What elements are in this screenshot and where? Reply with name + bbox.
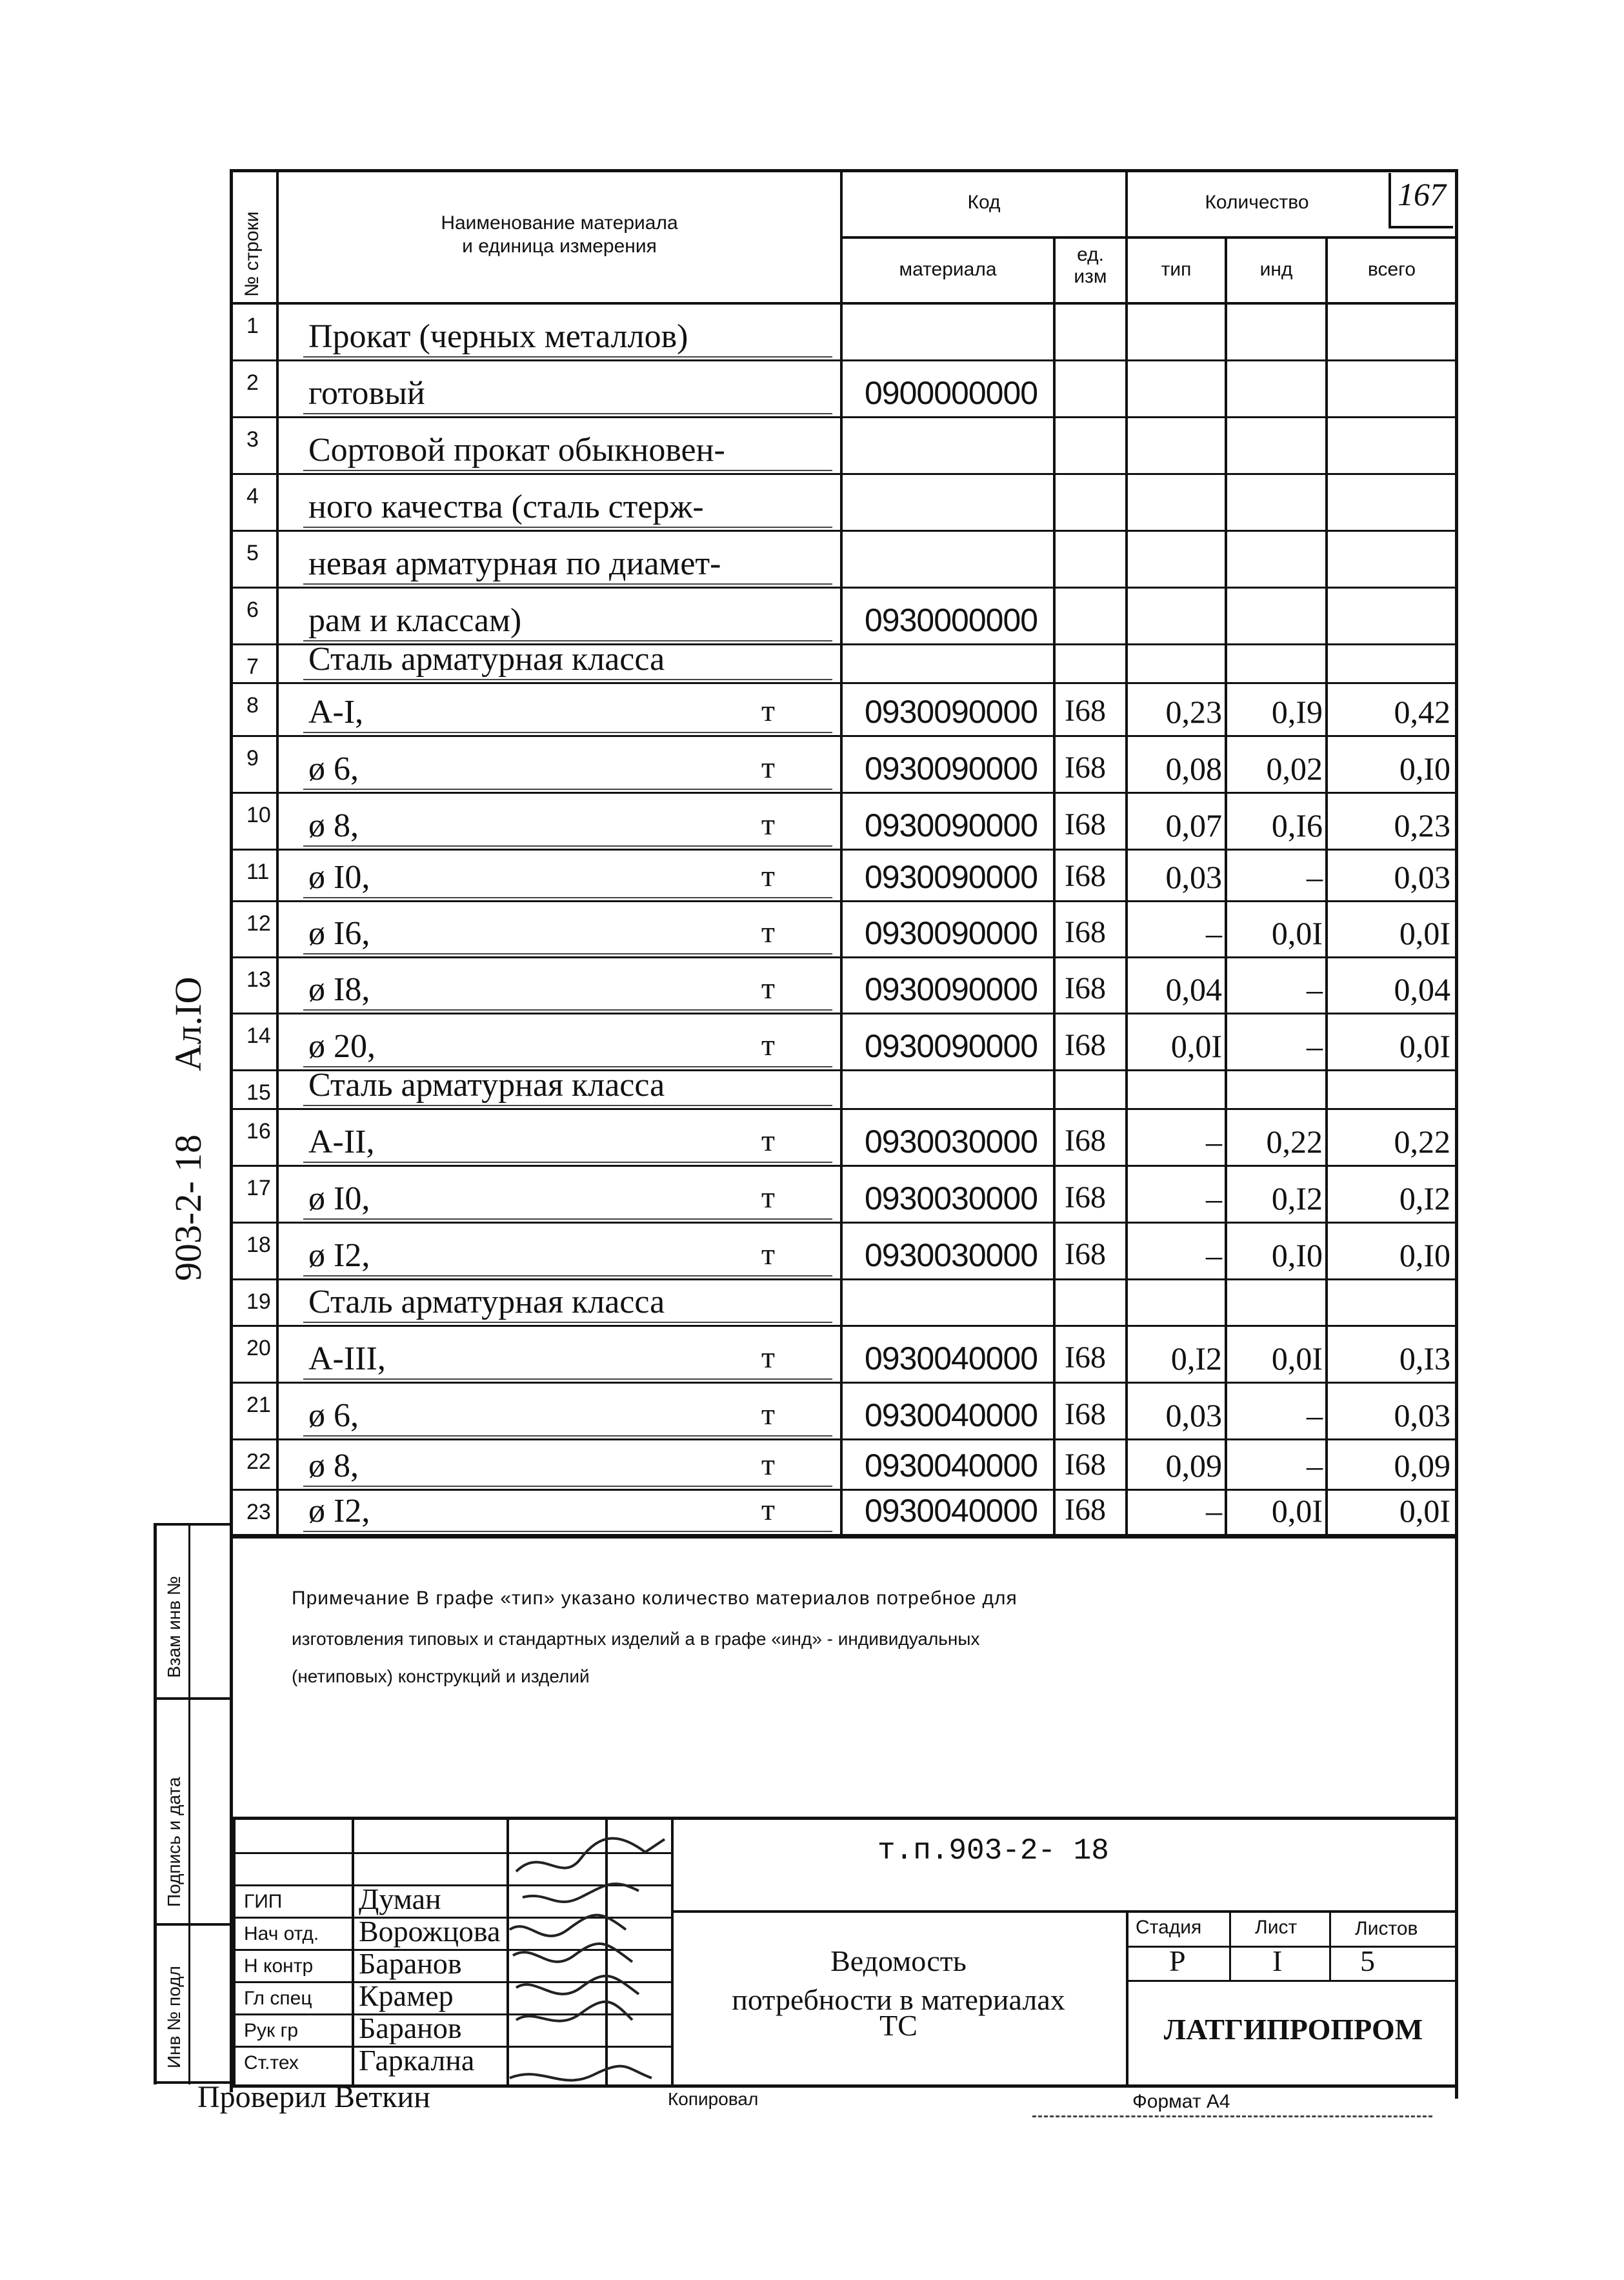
row-name-underline	[303, 470, 832, 471]
stamp-h-right	[671, 1910, 1458, 1913]
stamp-person: Баранов	[359, 1947, 462, 1980]
row-unit-code: I68	[1065, 1124, 1106, 1158]
row-number: 8	[246, 693, 259, 718]
row-number: 1	[246, 314, 259, 338]
row-ind-qty: 0,I2	[1271, 1180, 1323, 1216]
stamp-sheet-label: Лист	[1255, 1917, 1298, 1938]
col-line-no	[276, 169, 279, 1537]
row-unit: т	[761, 1493, 775, 1527]
row-number: 11	[246, 860, 270, 884]
row-code: 0930090000	[865, 807, 1038, 843]
row-name-underline	[303, 1531, 832, 1532]
row-ind-qty: 0,I6	[1271, 807, 1323, 843]
row-ind-qty: 0,0I	[1271, 915, 1323, 951]
row-unit: т	[761, 1028, 775, 1062]
col-line-ind	[1325, 239, 1328, 1537]
row-name-underline	[303, 789, 832, 790]
row-name-underline	[303, 527, 832, 528]
row-code: 0930040000	[865, 1493, 1038, 1529]
stamp-person: Крамер	[359, 1979, 454, 2012]
row-name: ø 8,	[308, 1448, 359, 1484]
frame-left	[230, 169, 233, 2092]
row-number: 13	[246, 967, 271, 992]
header-type: тип	[1161, 259, 1192, 280]
row-name: Сталь арматурная класса	[308, 1284, 665, 1320]
note-top-line	[230, 1536, 1458, 1538]
col-line-name	[840, 169, 843, 1537]
row-unit-code: I68	[1065, 807, 1106, 842]
row-type-qty: –	[1206, 1237, 1222, 1273]
row-ind-qty: –	[1307, 1448, 1323, 1484]
frame-top	[230, 169, 1458, 172]
row-divider	[230, 900, 1458, 902]
stamp-h-right3	[1126, 1980, 1458, 1982]
row-unit: т	[761, 859, 775, 893]
row-number: 21	[246, 1393, 271, 1417]
row-number: 3	[246, 427, 259, 452]
row-name-underline	[303, 356, 832, 358]
side-vzam: Взам инв №	[164, 1576, 184, 1678]
row-type-qty: 0,03	[1165, 859, 1222, 895]
row-number: 7	[246, 654, 259, 679]
note-line-3: (нетиповых) конструкций и изделий	[292, 1666, 590, 1686]
row-number: 6	[246, 598, 259, 622]
row-type-qty: 0,08	[1165, 751, 1222, 787]
row-divider	[230, 1222, 1458, 1224]
row-number: 16	[246, 1119, 271, 1144]
header-split-line	[840, 236, 1458, 239]
row-code: 0930040000	[865, 1397, 1038, 1433]
row-number: 5	[246, 541, 259, 565]
row-unit: т	[761, 1340, 775, 1375]
row-type-qty: 0,09	[1165, 1448, 1222, 1484]
row-code: 0930040000	[865, 1448, 1038, 1484]
col-line-code	[1053, 239, 1056, 1537]
row-type-qty: –	[1206, 915, 1222, 951]
row-name: ø I6,	[308, 915, 370, 952]
row-unit-code: I68	[1065, 971, 1106, 1005]
row-divider	[230, 792, 1458, 794]
row-name: ø I2,	[308, 1237, 370, 1274]
row-unit: т	[761, 751, 775, 785]
stamp-v-right2	[1229, 1910, 1231, 1980]
row-name: Сортовой прокат обыкновен-	[308, 432, 725, 469]
row-total-qty: 0,0I	[1399, 1028, 1450, 1064]
row-name: Сталь арматурная класса	[308, 641, 665, 678]
row-divider	[230, 1013, 1458, 1014]
row-type-qty: –	[1206, 1124, 1222, 1160]
row-unit: т	[761, 1397, 775, 1431]
row-type-qty: –	[1206, 1493, 1222, 1529]
row-name: Прокат (черных металлов)	[308, 318, 688, 355]
stamp-title-2: потребности в материалах	[732, 1983, 1065, 2016]
stamp-person: Думан	[359, 1882, 441, 1915]
side-col-top	[154, 1523, 232, 1526]
row-name-underline	[303, 953, 832, 954]
row-unit-code: I68	[1065, 1397, 1106, 1431]
row-name: ø I0,	[308, 859, 370, 896]
row-name: ø I2,	[308, 1493, 370, 1529]
row-name: ø 8,	[308, 807, 359, 844]
row-unit: т	[761, 915, 775, 949]
footer-copied: Копировал	[668, 2089, 759, 2109]
row-unit-code: I68	[1065, 1493, 1106, 1527]
row-number: 23	[246, 1500, 271, 1524]
row-unit: т	[761, 1237, 775, 1271]
row-code: 0930090000	[865, 915, 1038, 951]
row-type-qty: 0,04	[1165, 971, 1222, 1007]
row-divider	[230, 359, 1458, 361]
row-name: А-III,	[308, 1340, 386, 1377]
side-album: Ал.IО	[167, 976, 209, 1071]
row-divider	[230, 473, 1458, 475]
stamp-stage-label: Стадия	[1136, 1917, 1202, 1938]
row-name-underline	[303, 845, 832, 847]
row-code: 0930090000	[865, 1028, 1038, 1064]
header-bottom-line	[230, 302, 1458, 305]
row-unit: т	[761, 807, 775, 842]
row-ind-qty: 0,0I	[1271, 1493, 1323, 1529]
row-name: готовый	[308, 375, 425, 412]
row-name: невая арматурная по диамет-	[308, 545, 721, 582]
stamp-title-3: ТС	[879, 2009, 917, 2042]
row-ind-qty: –	[1307, 859, 1323, 895]
stamp-person: Баранов	[359, 2012, 462, 2044]
row-name: ø 6,	[308, 751, 359, 787]
note-line-2: изготовления типовых и стандартных изделий а в графе «инд» - индивидуальных	[292, 1629, 980, 1649]
row-type-qty: –	[1206, 1180, 1222, 1216]
row-type-qty: 0,07	[1165, 807, 1222, 843]
header-total: всего	[1367, 259, 1416, 280]
row-number: 10	[246, 803, 271, 827]
header-material: материала	[899, 259, 997, 280]
row-divider	[230, 1382, 1458, 1384]
row-name-underline	[303, 1322, 832, 1323]
side-inv-podl: Инв № подл	[164, 1966, 184, 2068]
row-divider	[230, 587, 1458, 589]
row-number: 22	[246, 1449, 271, 1474]
row-unit: т	[761, 1448, 775, 1482]
row-unit-code: I68	[1065, 915, 1106, 949]
header-code-group: Код	[967, 192, 1001, 213]
row-number: 20	[246, 1336, 271, 1360]
row-divider	[230, 682, 1458, 684]
row-name: А-I,	[308, 694, 364, 731]
row-name-underline	[303, 1486, 832, 1487]
footer-checked: Проверил Веткин	[197, 2080, 430, 2114]
row-name-underline	[303, 1435, 832, 1437]
stamp-stage: Р	[1169, 1944, 1186, 1977]
row-divider	[230, 849, 1458, 851]
row-total-qty: 0,0I	[1399, 915, 1450, 951]
row-name-underline	[303, 1275, 832, 1276]
frame-right	[1455, 169, 1458, 2099]
col-line-type	[1225, 239, 1227, 1537]
row-total-qty: 0,I0	[1399, 1237, 1450, 1273]
row-name: ø I0,	[308, 1180, 370, 1217]
row-total-qty: 0,0I	[1399, 1493, 1450, 1529]
row-unit-code: I68	[1065, 1448, 1106, 1482]
side-podpis: Подпись и дата	[164, 1777, 184, 1907]
row-name: А-II,	[308, 1124, 375, 1160]
row-code: 0930040000	[865, 1340, 1038, 1377]
row-ind-qty: –	[1307, 971, 1323, 1007]
footer-dash-line	[1032, 2115, 1432, 2117]
row-total-qty: 0,03	[1394, 1397, 1450, 1433]
row-total-qty: 0,I3	[1399, 1340, 1450, 1377]
row-ind-qty: 0,0I	[1271, 1340, 1323, 1377]
row-code: 0930090000	[865, 859, 1038, 895]
note-line-1: Примечание В графе «тип» указано количество материалов потребное для	[292, 1588, 1018, 1609]
row-number: 15	[246, 1080, 271, 1105]
col-line-unit	[1125, 169, 1128, 1537]
row-name-underline	[303, 732, 832, 733]
row-number: 2	[246, 370, 259, 395]
row-divider	[230, 1438, 1458, 1440]
stamp-role: Гл спец	[244, 1988, 312, 2009]
stamp-v-right3	[1329, 1910, 1331, 1980]
stamp-role: Н контр	[244, 1955, 314, 1977]
row-ind-qty: 0,I0	[1271, 1237, 1323, 1273]
stamp-sheets-label: Листов	[1355, 1918, 1418, 1939]
row-total-qty: 0,09	[1394, 1448, 1450, 1484]
row-name: ø I8,	[308, 971, 370, 1008]
row-number: 18	[246, 1233, 271, 1257]
row-unit: т	[761, 694, 775, 728]
row-total-qty: 0,03	[1394, 859, 1450, 895]
stamp-top-line	[232, 1817, 1458, 1820]
row-number: 17	[246, 1176, 271, 1200]
row-number: 14	[246, 1024, 271, 1048]
side-col-left	[154, 1523, 157, 2084]
footer-format: Формат А4	[1132, 2091, 1230, 2112]
row-name: ного качества (сталь стерж-	[308, 489, 704, 525]
row-number: 19	[246, 1289, 271, 1314]
row-unit-code: I68	[1065, 859, 1106, 893]
row-ind-qty: –	[1307, 1028, 1323, 1064]
row-name-underline	[303, 413, 832, 414]
row-unit-code: I68	[1065, 694, 1106, 728]
row-divider	[230, 1278, 1458, 1280]
stamp-sheets: 5	[1360, 1944, 1375, 1977]
row-divider	[230, 1325, 1458, 1327]
row-total-qty: 0,I2	[1399, 1180, 1450, 1216]
row-unit: т	[761, 1124, 775, 1158]
row-unit-code: I68	[1065, 1237, 1106, 1271]
row-code: 0930090000	[865, 971, 1038, 1007]
sheet-number-box	[1388, 173, 1453, 228]
stamp-person: Ворожцова	[359, 1915, 501, 1948]
row-name-underline	[303, 1378, 832, 1380]
row-divider	[230, 1165, 1458, 1167]
stamp-person: Гаркална	[359, 2044, 475, 2077]
row-name-underline	[303, 1009, 832, 1011]
row-number: 4	[246, 484, 259, 509]
row-name-underline	[303, 679, 832, 680]
row-name: рам и классам)	[308, 602, 522, 639]
row-total-qty: 0,42	[1394, 694, 1450, 730]
row-divider	[230, 1489, 1458, 1491]
signatures-image	[503, 1820, 671, 2091]
row-name: Сталь арматурная класса	[308, 1067, 665, 1104]
row-total-qty: 0,23	[1394, 807, 1450, 843]
stamp-role: Рук гр	[244, 2020, 299, 2041]
row-number: 9	[246, 746, 259, 771]
stamp-title-1: Ведомость	[830, 1944, 967, 1977]
row-total-qty: 0,04	[1394, 971, 1450, 1007]
row-number: 12	[246, 911, 271, 936]
stamp-v-right	[1126, 1910, 1128, 2086]
row-unit-code: I68	[1065, 1028, 1106, 1062]
row-name-underline	[303, 583, 832, 585]
stamp-doc-code: т.п.903-2- 18	[877, 1834, 1109, 1868]
row-code: 0900000000	[865, 375, 1038, 411]
row-name: ø 20,	[308, 1028, 376, 1065]
header-ind: инд	[1259, 259, 1293, 280]
stamp-role: Ст.тех	[244, 2052, 299, 2073]
header-qty-group: Количество	[1205, 192, 1309, 213]
row-name-underline	[303, 1218, 832, 1220]
row-unit-code: I68	[1065, 1340, 1106, 1375]
side-sep-2	[154, 1923, 232, 1926]
row-divider	[230, 530, 1458, 532]
row-unit-code: I68	[1065, 751, 1106, 785]
row-divider	[230, 416, 1458, 418]
row-code: 0930030000	[865, 1124, 1038, 1160]
row-total-qty: 0,22	[1394, 1124, 1450, 1160]
row-code: 0930030000	[865, 1237, 1038, 1273]
row-name-underline	[303, 897, 832, 898]
row-code: 0930090000	[865, 751, 1038, 787]
row-divider	[230, 1108, 1458, 1110]
row-unit: т	[761, 1180, 775, 1215]
row-type-qty: 0,03	[1165, 1397, 1222, 1433]
side-sep-1	[154, 1697, 232, 1700]
row-ind-qty: 0,22	[1266, 1124, 1323, 1160]
row-unit: т	[761, 971, 775, 1005]
row-code: 0930000000	[865, 602, 1038, 638]
row-ind-qty: –	[1307, 1397, 1323, 1433]
side-col-mid	[188, 1523, 190, 2084]
stamp-role: ГИП	[244, 1891, 283, 1912]
row-name: ø 6,	[308, 1397, 359, 1434]
row-total-qty: 0,I0	[1399, 751, 1450, 787]
stamp-role: Нач отд.	[244, 1923, 319, 1944]
header-unit: ед. изм	[1074, 244, 1107, 287]
row-ind-qty: 0,02	[1266, 751, 1323, 787]
row-divider	[230, 956, 1458, 958]
row-divider	[230, 735, 1458, 737]
row-ind-qty: 0,I9	[1271, 694, 1323, 730]
row-type-qty: 0,23	[1165, 694, 1222, 730]
row-type-qty: 0,0I	[1170, 1028, 1222, 1064]
row-name-underline	[303, 1162, 832, 1163]
header-name: Наименование материала и единица измерения	[441, 212, 678, 257]
stamp-org: ЛАТГИПРОПРОМ	[1163, 2013, 1423, 2046]
stamp-sheet: I	[1272, 1944, 1283, 1977]
header-row-no: № строки	[241, 211, 263, 297]
row-name-underline	[303, 1105, 832, 1106]
row-unit-code: I68	[1065, 1180, 1106, 1215]
row-code: 0930030000	[865, 1180, 1038, 1216]
row-code: 0930090000	[865, 694, 1038, 730]
sheet-number: 167	[1398, 176, 1446, 212]
side-code: 903-2- 18	[167, 1134, 209, 1281]
row-type-qty: 0,I2	[1170, 1340, 1222, 1377]
